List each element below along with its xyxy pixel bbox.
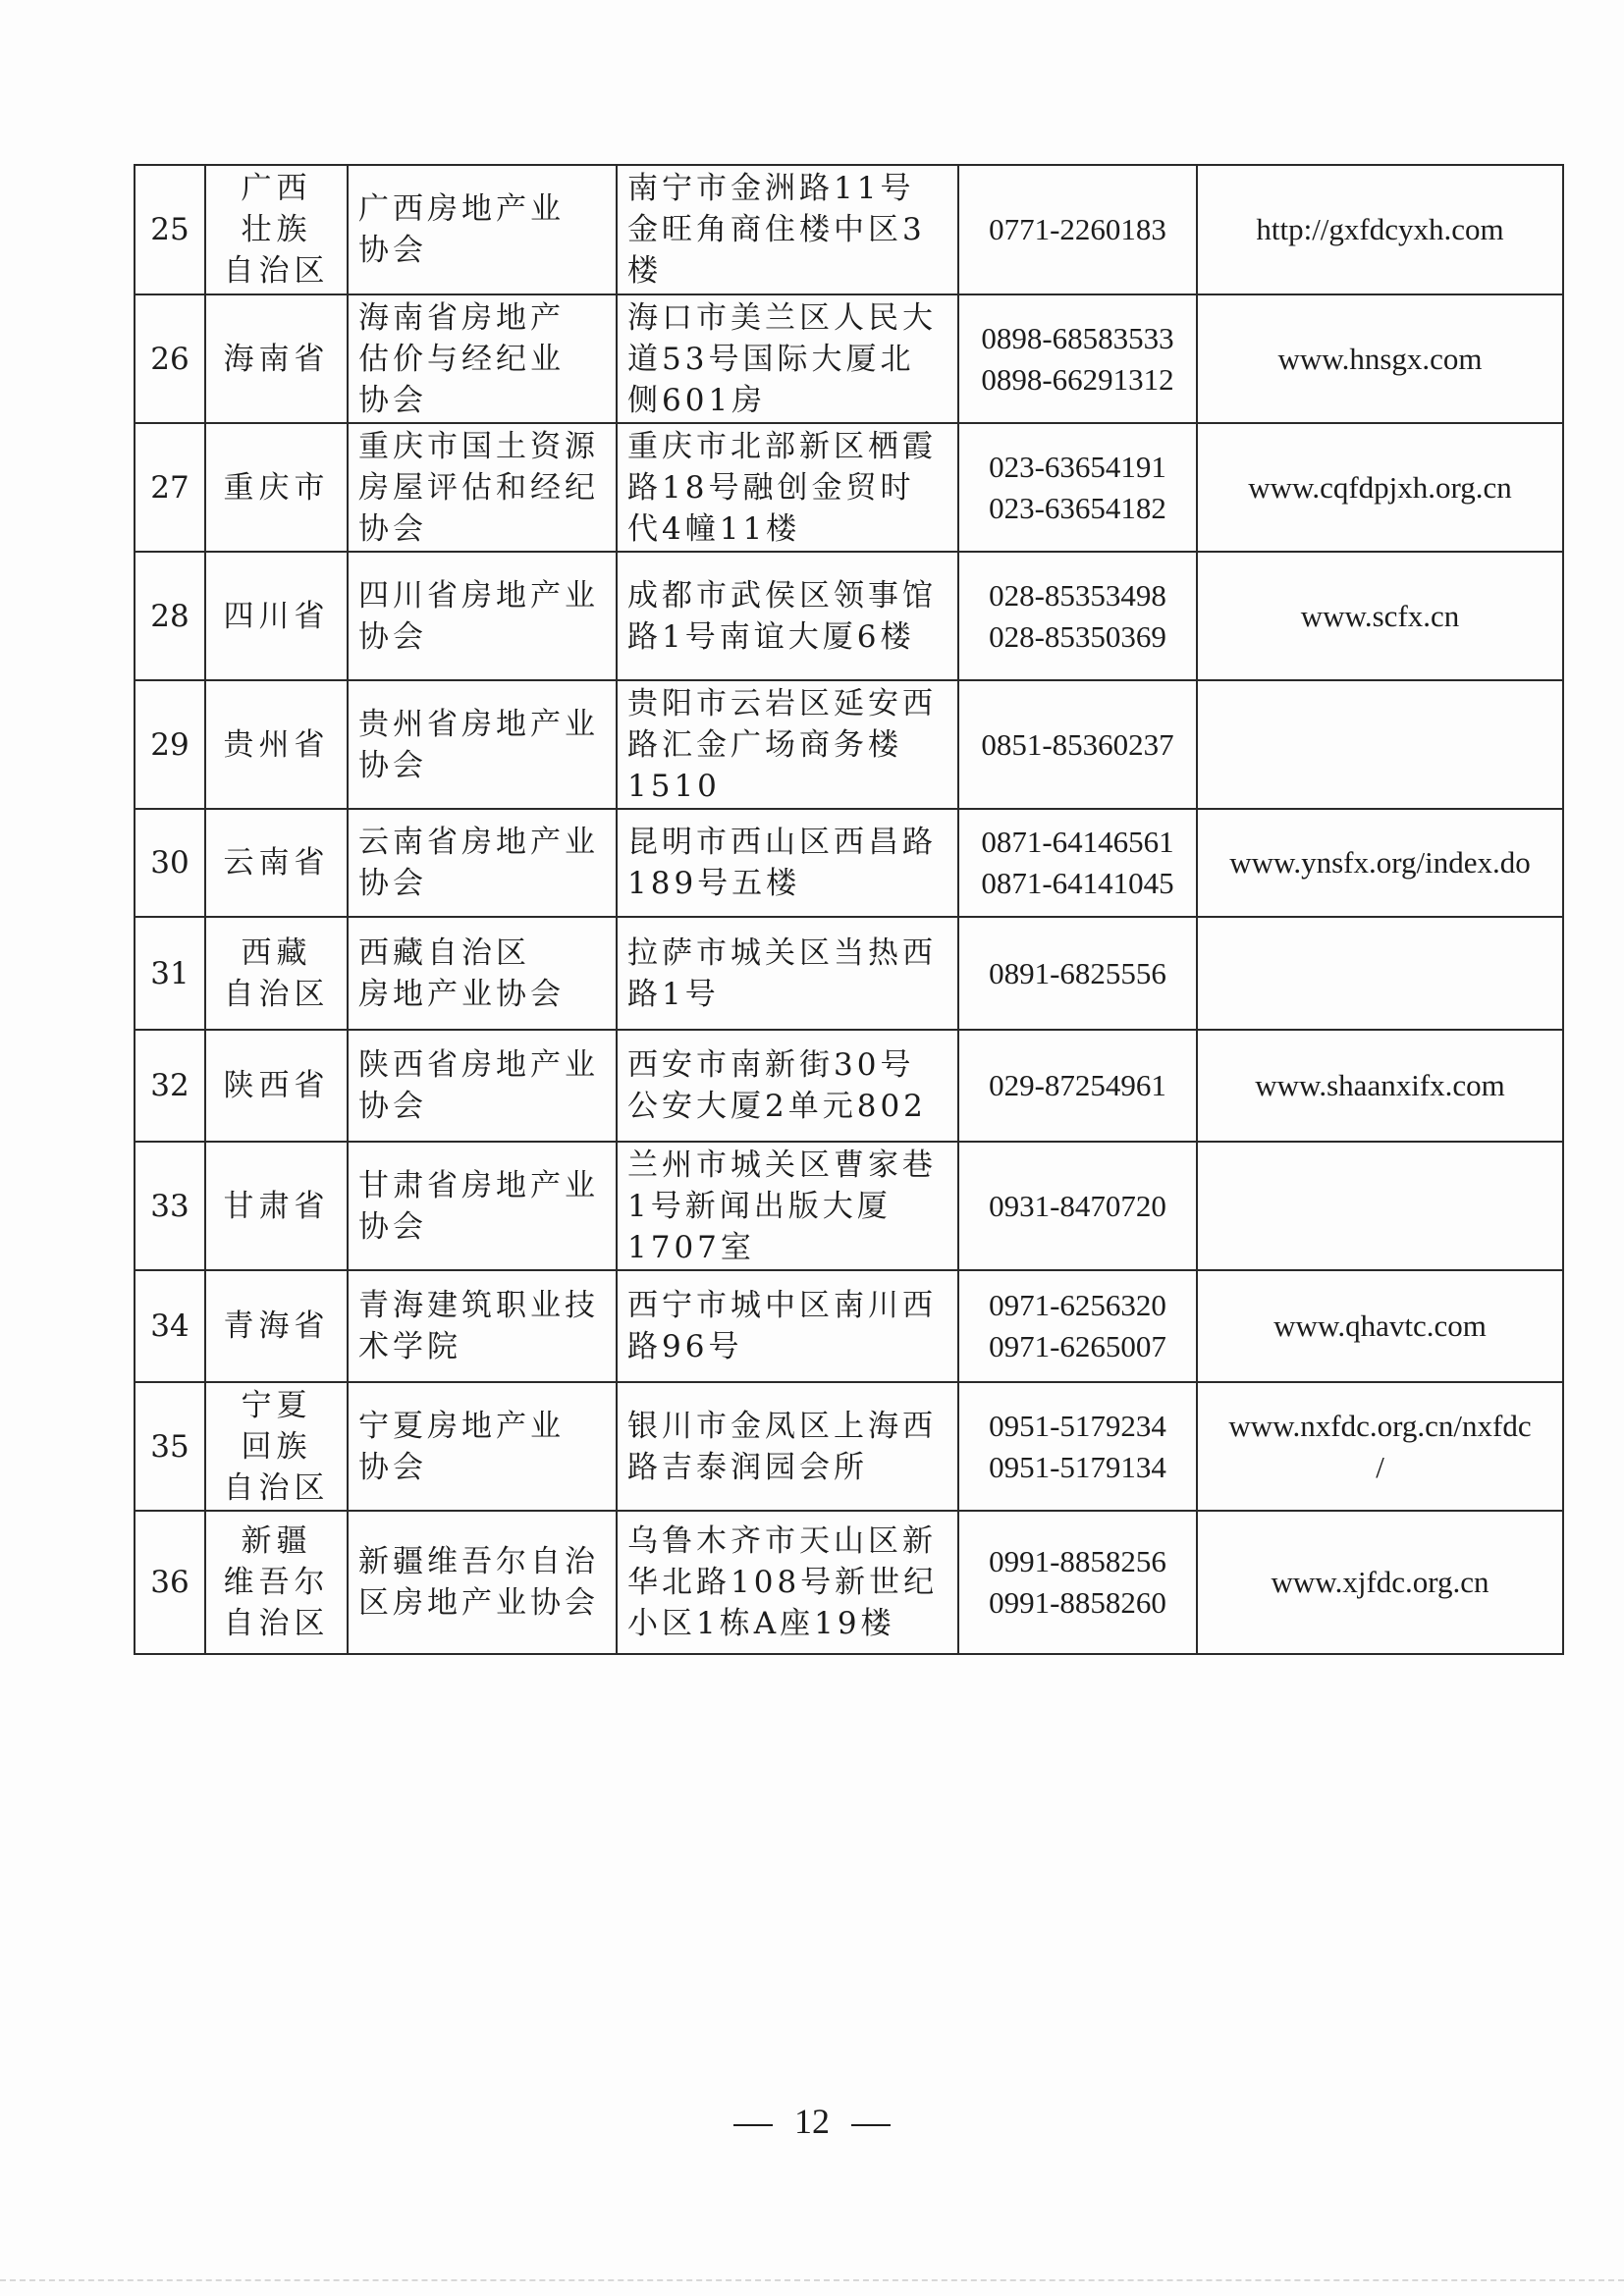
address-line: 道53号国际大厦北 — [627, 341, 915, 377]
cell-website — [1197, 680, 1563, 809]
cell-website — [1197, 423, 1563, 552]
org-line: 云南省房地产业 — [358, 825, 599, 860]
org-line: 西藏自治区 — [358, 934, 530, 971]
org-line: 贵州省房地产业 — [358, 706, 599, 742]
org-line: 陕西省房地产业 — [358, 1047, 599, 1083]
cell-region — [205, 809, 348, 917]
address-line: 路1号 — [627, 976, 720, 1012]
address-line: 金旺角商住楼中区3 — [627, 212, 926, 247]
address-line: 路18号融创金贸时 — [627, 469, 915, 506]
cell-region — [205, 1511, 348, 1654]
region-line: 重庆市 — [223, 469, 330, 506]
row-number: 29 — [135, 680, 205, 809]
cell-region — [205, 165, 348, 294]
phones-line: 0771-2260183 — [989, 212, 1166, 246]
region-line: 自治区 — [223, 1469, 330, 1506]
org-line: 术学院 — [358, 1329, 461, 1364]
phones-line: 023-63654182 — [989, 490, 1166, 525]
website-line: / — [1376, 1449, 1384, 1484]
cell-website — [1197, 1511, 1563, 1654]
table-body — [135, 165, 1563, 1654]
cell-website — [1197, 552, 1563, 680]
dash-right — [851, 2124, 891, 2126]
cell-org — [348, 917, 617, 1030]
cell-phones — [958, 1382, 1197, 1511]
phones-line: 0971-6265007 — [989, 1329, 1166, 1363]
cell-phones — [958, 680, 1197, 809]
region-line: 四川省 — [223, 598, 330, 634]
org-line: 甘肃省房地产业 — [358, 1167, 599, 1203]
cell-phones — [958, 423, 1197, 552]
table-row — [135, 1511, 1563, 1654]
phones-line: 0931-8470720 — [989, 1188, 1166, 1223]
cell-region — [205, 423, 348, 552]
address-line: 兰州市城关区曹家巷 — [627, 1147, 937, 1183]
address-line: 路吉泰润园会所 — [627, 1449, 868, 1485]
address-line: 贵阳市云岩区延安西 — [627, 685, 937, 721]
row-number: 25 — [135, 165, 205, 294]
website-line: www.qhavtc.com — [1273, 1308, 1487, 1343]
phones-line: 0951-5179234 — [989, 1408, 1166, 1443]
org-line: 协会 — [358, 1208, 427, 1245]
org-line: 房屋评估和经纪 — [358, 469, 599, 506]
association-directory-table — [134, 164, 1564, 1655]
cell-phones — [958, 809, 1197, 917]
region-line: 壮族 — [241, 212, 312, 247]
address-line: 重庆市北部新区栖霞 — [627, 428, 937, 464]
cell-address — [617, 165, 958, 294]
cell-website — [1197, 165, 1563, 294]
org-line: 广西房地产业 — [358, 191, 565, 227]
region-line: 广西 — [241, 171, 312, 206]
region-line: 陕西省 — [223, 1068, 330, 1103]
row-number: 30 — [135, 809, 205, 917]
address-line: 南宁市金洲路11号 — [627, 171, 915, 206]
cell-org — [348, 423, 617, 552]
phones-line: 0891-6825556 — [989, 955, 1166, 990]
table-row — [135, 1270, 1563, 1382]
org-line: 协会 — [358, 233, 427, 268]
row-number: 31 — [135, 917, 205, 1030]
org-line: 协会 — [358, 866, 427, 901]
org-line: 协会 — [358, 1089, 427, 1124]
row-number: 28 — [135, 552, 205, 680]
cell-org — [348, 165, 617, 294]
phones-line: 023-63654191 — [989, 449, 1166, 484]
region-line: 云南省 — [223, 845, 330, 881]
cell-address — [617, 917, 958, 1030]
website-line: www.cqfdpjxh.org.cn — [1248, 469, 1512, 505]
region-line: 宁夏 — [241, 1387, 312, 1423]
cell-address — [617, 1382, 958, 1511]
region-line: 贵州省 — [223, 726, 330, 763]
cell-phones — [958, 1142, 1197, 1270]
address-line: 拉萨市城关区当热西 — [627, 934, 937, 971]
cell-region — [205, 1142, 348, 1270]
phones-line: 0851-85360237 — [981, 726, 1174, 762]
address-line: 1号新闻出版大厦 — [627, 1188, 892, 1224]
phones-line: 0991-8858256 — [989, 1544, 1166, 1578]
cell-org — [348, 552, 617, 680]
table-row — [135, 1030, 1563, 1142]
cell-org — [348, 1142, 617, 1270]
phones-line: 0971-6256320 — [989, 1288, 1166, 1322]
address-line: 公安大厦2单元802 — [627, 1089, 927, 1124]
cell-address — [617, 1142, 958, 1270]
region-line: 甘肃省 — [223, 1188, 330, 1224]
phones-line: 029-87254961 — [989, 1068, 1166, 1102]
table-row — [135, 917, 1563, 1030]
region-line: 自治区 — [223, 976, 330, 1012]
row-number: 34 — [135, 1270, 205, 1382]
cell-region — [205, 1382, 348, 1511]
table-row — [135, 423, 1563, 552]
address-line: 昆明市西山区西昌路 — [627, 825, 937, 860]
row-number: 27 — [135, 423, 205, 552]
cell-address — [617, 1511, 958, 1654]
cell-website — [1197, 809, 1563, 917]
table-row — [135, 809, 1563, 917]
cell-website — [1197, 1382, 1563, 1511]
website-line: www.scfx.cn — [1300, 598, 1460, 633]
website-line: www.xjfdc.org.cn — [1271, 1565, 1489, 1599]
org-line: 协会 — [358, 747, 427, 783]
cell-website — [1197, 917, 1563, 1030]
cell-address — [617, 680, 958, 809]
website-line: www.nxfdc.org.cn/nxfdc — [1228, 1408, 1532, 1443]
address-line: 1707室 — [627, 1229, 755, 1265]
row-number: 35 — [135, 1382, 205, 1511]
address-line: 小区1栋A座19楼 — [627, 1606, 895, 1641]
address-line: 侧601房 — [627, 382, 767, 418]
phones-line: 028-85350369 — [989, 618, 1166, 654]
region-line: 自治区 — [223, 253, 330, 289]
page-number — [0, 2101, 1624, 2142]
region-line: 自治区 — [223, 1606, 330, 1641]
phones-line: 028-85353498 — [989, 577, 1166, 613]
cell-address — [617, 1270, 958, 1382]
cell-phones — [958, 552, 1197, 680]
address-line: 路汇金广场商务楼 — [627, 726, 902, 763]
org-line: 四川省房地产业 — [358, 577, 599, 614]
address-line: 189号五楼 — [627, 866, 801, 901]
cell-region — [205, 294, 348, 423]
table-row — [135, 165, 1563, 294]
org-line: 新疆维吾尔自治 — [358, 1544, 599, 1579]
org-line: 青海建筑职业技 — [358, 1288, 599, 1323]
region-line: 海南省 — [223, 341, 330, 377]
address-line: 代4幢11楼 — [627, 510, 801, 547]
cell-website — [1197, 1270, 1563, 1382]
address-line: 楼 — [627, 253, 662, 289]
cell-region — [205, 1270, 348, 1382]
cell-org — [348, 809, 617, 917]
address-line: 路1号南谊大厦6楼 — [627, 618, 915, 655]
cell-phones — [958, 1511, 1197, 1654]
cell-address — [617, 294, 958, 423]
row-number: 33 — [135, 1142, 205, 1270]
cell-org — [348, 680, 617, 809]
website-line: www.ynsfx.org/index.do — [1229, 845, 1531, 880]
row-number: 26 — [135, 294, 205, 423]
org-line: 协会 — [358, 382, 427, 418]
phones-line: 0871-64146561 — [981, 825, 1174, 859]
region-line: 西藏 — [241, 934, 312, 971]
website-line: www.shaanxifx.com — [1255, 1068, 1505, 1102]
cell-website — [1197, 1142, 1563, 1270]
table-row — [135, 1142, 1563, 1270]
scan-edge-line — [0, 2279, 1624, 2281]
website-line: http://gxfdcyxh.com — [1256, 212, 1504, 246]
org-line: 估价与经纪业 — [358, 341, 565, 377]
website-line: www.hnsgx.com — [1277, 341, 1483, 376]
phones-line: 0871-64141045 — [981, 866, 1174, 900]
org-line: 房地产业协会 — [358, 976, 565, 1012]
org-line: 协会 — [358, 510, 427, 547]
address-line: 路96号 — [627, 1329, 743, 1364]
cell-phones — [958, 294, 1197, 423]
region-line: 回族 — [241, 1428, 312, 1465]
address-line: 西宁市城中区南川西 — [627, 1288, 937, 1323]
cell-region — [205, 680, 348, 809]
cell-address — [617, 552, 958, 680]
phones-line: 0898-68583533 — [981, 320, 1174, 355]
address-line: 成都市武侯区领事馆 — [627, 577, 937, 614]
table-row — [135, 294, 1563, 423]
phones-line: 0898-66291312 — [981, 361, 1174, 397]
cell-org — [348, 294, 617, 423]
org-line: 区房地产业协会 — [358, 1585, 599, 1621]
page-number-text: 12 — [794, 2102, 830, 2141]
cell-org — [348, 1030, 617, 1142]
address-line: 银川市金凤区上海西 — [627, 1408, 937, 1444]
address-line: 西安市南新街30号 — [627, 1047, 915, 1083]
region-line: 新疆 — [241, 1523, 312, 1559]
cell-phones — [958, 165, 1197, 294]
table-row — [135, 1382, 1563, 1511]
region-line: 青海省 — [223, 1308, 330, 1344]
cell-org — [348, 1382, 617, 1511]
cell-address — [617, 1030, 958, 1142]
cell-phones — [958, 917, 1197, 1030]
cell-phones — [958, 1030, 1197, 1142]
phones-line: 0991-8858260 — [989, 1585, 1166, 1620]
address-line: 乌鲁木齐市天山区新 — [627, 1523, 937, 1559]
org-line: 宁夏房地产业 — [358, 1408, 565, 1444]
cell-website — [1197, 1030, 1563, 1142]
cell-phones — [958, 1270, 1197, 1382]
address-line: 海口市美兰区人民大 — [627, 299, 937, 336]
cell-region — [205, 917, 348, 1030]
cell-org — [348, 1511, 617, 1654]
org-line: 协会 — [358, 1449, 427, 1485]
phones-line: 0951-5179134 — [989, 1449, 1166, 1484]
table-row — [135, 552, 1563, 680]
cell-address — [617, 423, 958, 552]
dash-left — [733, 2124, 773, 2126]
org-line: 海南省房地产 — [358, 299, 565, 336]
cell-address — [617, 809, 958, 917]
address-line: 华北路108号新世纪 — [627, 1565, 939, 1600]
table-row — [135, 680, 1563, 809]
cell-region — [205, 1030, 348, 1142]
cell-region — [205, 552, 348, 680]
org-line: 重庆市国土资源 — [358, 428, 599, 464]
address-line: 1510 — [627, 768, 721, 804]
row-number: 32 — [135, 1030, 205, 1142]
region-line: 维吾尔 — [223, 1565, 330, 1600]
cell-org — [348, 1270, 617, 1382]
org-line: 协会 — [358, 618, 427, 655]
cell-website — [1197, 294, 1563, 423]
row-number: 36 — [135, 1511, 205, 1654]
